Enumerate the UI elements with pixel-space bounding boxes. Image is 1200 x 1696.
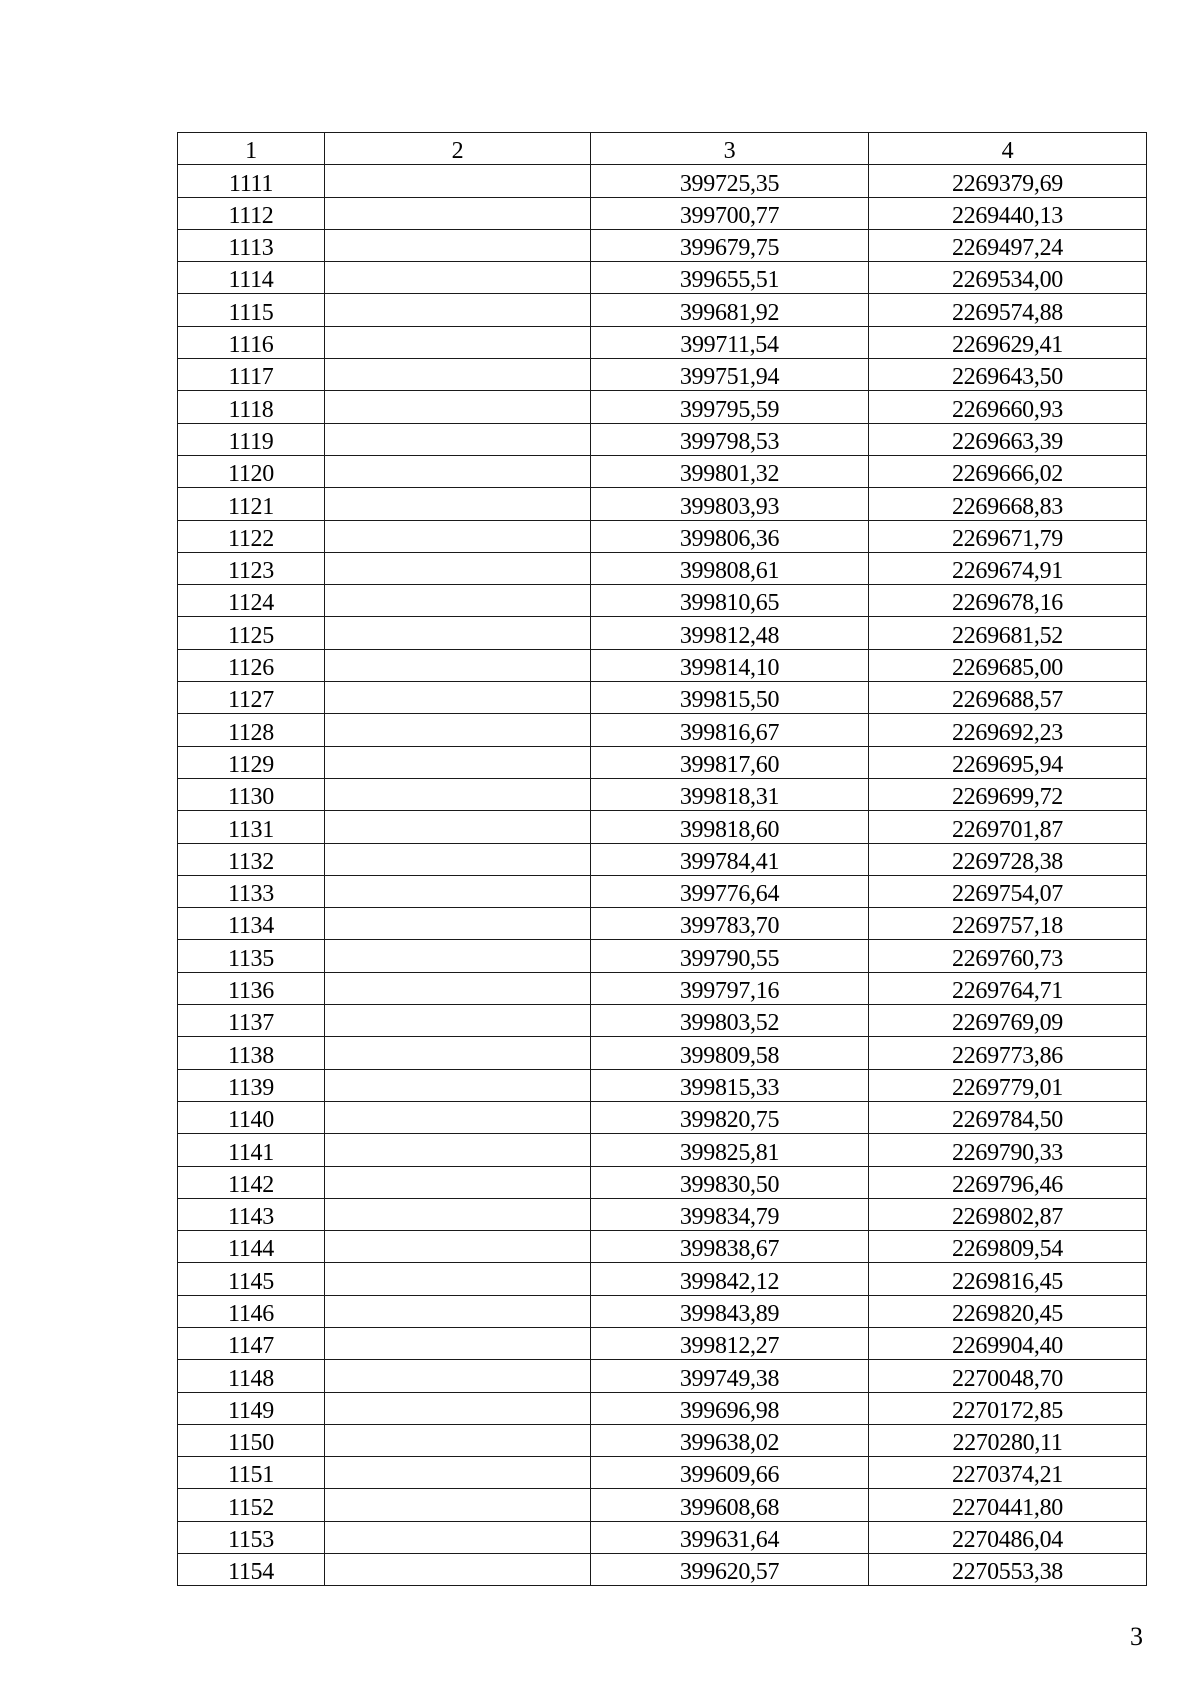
table-row [178, 229, 1147, 261]
description-cell [325, 875, 591, 907]
y-coordinate-cell: 2269728,38 [869, 843, 1147, 875]
table-row [178, 262, 1147, 294]
description-cell [325, 229, 591, 261]
point-number-cell: 1151 [178, 1457, 325, 1489]
table-row [178, 1521, 1147, 1553]
description-cell [325, 359, 591, 391]
y-coordinate-cell: 2269699,72 [869, 778, 1147, 810]
point-number-cell: 1115 [178, 294, 325, 326]
table-header [178, 133, 1147, 165]
description-cell [325, 1489, 591, 1521]
y-coordinate-cell: 2269666,02 [869, 455, 1147, 487]
description-cell [325, 552, 591, 584]
x-coordinate-cell: 399795,59 [591, 391, 869, 423]
point-number-cell: 1138 [178, 1037, 325, 1069]
y-coordinate-cell: 2269773,86 [869, 1037, 1147, 1069]
y-coordinate-cell: 2270280,11 [869, 1424, 1147, 1456]
description-cell [325, 197, 591, 229]
column-header-3: 3 [591, 133, 869, 165]
table-row [178, 1360, 1147, 1392]
point-number-cell: 1128 [178, 714, 325, 746]
point-number-cell: 1111 [178, 165, 325, 197]
table-row [178, 488, 1147, 520]
x-coordinate-cell: 399806,36 [591, 520, 869, 552]
point-number-cell: 1152 [178, 1489, 325, 1521]
table-row [178, 682, 1147, 714]
point-number-cell: 1135 [178, 940, 325, 972]
y-coordinate-cell: 2269497,24 [869, 229, 1147, 261]
table-row [178, 617, 1147, 649]
y-coordinate-cell: 2269681,52 [869, 617, 1147, 649]
x-coordinate-cell: 399620,57 [591, 1554, 869, 1586]
x-coordinate-cell: 399838,67 [591, 1231, 869, 1263]
y-coordinate-cell: 2269784,50 [869, 1101, 1147, 1133]
point-number-cell: 1149 [178, 1392, 325, 1424]
header-row [178, 133, 1147, 165]
x-coordinate-cell: 399655,51 [591, 262, 869, 294]
point-number-cell: 1114 [178, 262, 325, 294]
description-cell [325, 1069, 591, 1101]
point-number-cell: 1132 [178, 843, 325, 875]
x-coordinate-cell: 399843,89 [591, 1295, 869, 1327]
y-coordinate-cell: 2269440,13 [869, 197, 1147, 229]
column-header-1: 1 [178, 133, 325, 165]
x-coordinate-cell: 399801,32 [591, 455, 869, 487]
description-cell [325, 746, 591, 778]
table-row [178, 1198, 1147, 1230]
table-row [178, 1554, 1147, 1586]
y-coordinate-cell: 2269790,33 [869, 1134, 1147, 1166]
y-coordinate-cell: 2269678,16 [869, 585, 1147, 617]
y-coordinate-cell: 2269816,45 [869, 1263, 1147, 1295]
point-number-cell: 1148 [178, 1360, 325, 1392]
point-number-cell: 1117 [178, 359, 325, 391]
table-row [178, 294, 1147, 326]
description-cell [325, 714, 591, 746]
y-coordinate-cell: 2269701,87 [869, 811, 1147, 843]
table-row [178, 455, 1147, 487]
description-cell [325, 1166, 591, 1198]
table-row [178, 165, 1147, 197]
point-number-cell: 1146 [178, 1295, 325, 1327]
description-cell [325, 1424, 591, 1456]
table-row [178, 585, 1147, 617]
table-body [178, 165, 1147, 1586]
x-coordinate-cell: 399809,58 [591, 1037, 869, 1069]
description-cell [325, 326, 591, 358]
x-coordinate-cell: 399812,48 [591, 617, 869, 649]
x-coordinate-cell: 399784,41 [591, 843, 869, 875]
description-cell [325, 1005, 591, 1037]
x-coordinate-cell: 399842,12 [591, 1263, 869, 1295]
table-row [178, 1327, 1147, 1359]
description-cell [325, 811, 591, 843]
x-coordinate-cell: 399681,92 [591, 294, 869, 326]
table-row [178, 1005, 1147, 1037]
y-coordinate-cell: 2269809,54 [869, 1231, 1147, 1263]
y-coordinate-cell: 2269685,00 [869, 649, 1147, 681]
y-coordinate-cell: 2269796,46 [869, 1166, 1147, 1198]
description-cell [325, 1198, 591, 1230]
y-coordinate-cell: 2269692,23 [869, 714, 1147, 746]
point-number-cell: 1150 [178, 1424, 325, 1456]
description-cell [325, 972, 591, 1004]
description-cell [325, 778, 591, 810]
x-coordinate-cell: 399834,79 [591, 1198, 869, 1230]
description-cell [325, 1554, 591, 1586]
table-row [178, 714, 1147, 746]
point-number-cell: 1122 [178, 520, 325, 552]
point-number-cell: 1140 [178, 1101, 325, 1133]
point-number-cell: 1118 [178, 391, 325, 423]
point-number-cell: 1120 [178, 455, 325, 487]
y-coordinate-cell: 2269764,71 [869, 972, 1147, 1004]
x-coordinate-cell: 399608,68 [591, 1489, 869, 1521]
x-coordinate-cell: 399810,65 [591, 585, 869, 617]
x-coordinate-cell: 399812,27 [591, 1327, 869, 1359]
x-coordinate-cell: 399797,16 [591, 972, 869, 1004]
y-coordinate-cell: 2270553,38 [869, 1554, 1147, 1586]
description-cell [325, 908, 591, 940]
description-cell [325, 1231, 591, 1263]
point-number-cell: 1123 [178, 552, 325, 584]
point-number-cell: 1144 [178, 1231, 325, 1263]
table-row [178, 1037, 1147, 1069]
y-coordinate-cell: 2269757,18 [869, 908, 1147, 940]
table-row [178, 1101, 1147, 1133]
description-cell [325, 940, 591, 972]
description-cell [325, 520, 591, 552]
y-coordinate-cell: 2269769,09 [869, 1005, 1147, 1037]
table-row [178, 746, 1147, 778]
point-number-cell: 1141 [178, 1134, 325, 1166]
y-coordinate-cell: 2269379,69 [869, 165, 1147, 197]
point-number-cell: 1153 [178, 1521, 325, 1553]
description-cell [325, 1295, 591, 1327]
table-row [178, 391, 1147, 423]
table-row [178, 908, 1147, 940]
point-number-cell: 1142 [178, 1166, 325, 1198]
point-number-cell: 1136 [178, 972, 325, 1004]
y-coordinate-cell: 2269754,07 [869, 875, 1147, 907]
point-number-cell: 1147 [178, 1327, 325, 1359]
description-cell [325, 1457, 591, 1489]
column-header-4: 4 [869, 133, 1147, 165]
x-coordinate-cell: 399679,75 [591, 229, 869, 261]
y-coordinate-cell: 2269534,00 [869, 262, 1147, 294]
table-row [178, 843, 1147, 875]
x-coordinate-cell: 399776,64 [591, 875, 869, 907]
point-number-cell: 1121 [178, 488, 325, 520]
x-coordinate-cell: 399711,54 [591, 326, 869, 358]
y-coordinate-cell: 2270172,85 [869, 1392, 1147, 1424]
table-row [178, 197, 1147, 229]
point-number-cell: 1130 [178, 778, 325, 810]
table-row [178, 1489, 1147, 1521]
x-coordinate-cell: 399751,94 [591, 359, 869, 391]
x-coordinate-cell: 399815,33 [591, 1069, 869, 1101]
x-coordinate-cell: 399820,75 [591, 1101, 869, 1133]
y-coordinate-cell: 2269802,87 [869, 1198, 1147, 1230]
x-coordinate-cell: 399830,50 [591, 1166, 869, 1198]
x-coordinate-cell: 399638,02 [591, 1424, 869, 1456]
y-coordinate-cell: 2269663,39 [869, 423, 1147, 455]
x-coordinate-cell: 399817,60 [591, 746, 869, 778]
point-number-cell: 1145 [178, 1263, 325, 1295]
y-coordinate-cell: 2269820,45 [869, 1295, 1147, 1327]
description-cell [325, 1263, 591, 1295]
table-row [178, 520, 1147, 552]
x-coordinate-cell: 399783,70 [591, 908, 869, 940]
point-number-cell: 1134 [178, 908, 325, 940]
table-row [178, 649, 1147, 681]
x-coordinate-cell: 399803,52 [591, 1005, 869, 1037]
point-number-cell: 1116 [178, 326, 325, 358]
x-coordinate-cell: 399814,10 [591, 649, 869, 681]
x-coordinate-cell: 399631,64 [591, 1521, 869, 1553]
y-coordinate-cell: 2269629,41 [869, 326, 1147, 358]
point-number-cell: 1131 [178, 811, 325, 843]
table-row [178, 1134, 1147, 1166]
x-coordinate-cell: 399818,31 [591, 778, 869, 810]
point-number-cell: 1139 [178, 1069, 325, 1101]
description-cell [325, 165, 591, 197]
y-coordinate-cell: 2269574,88 [869, 294, 1147, 326]
description-cell [325, 1037, 591, 1069]
x-coordinate-cell: 399825,81 [591, 1134, 869, 1166]
page-number: 3 [1130, 1622, 1143, 1651]
table-row [178, 1263, 1147, 1295]
point-number-cell: 1125 [178, 617, 325, 649]
point-number-cell: 1124 [178, 585, 325, 617]
description-cell [325, 617, 591, 649]
column-header-2: 2 [325, 133, 591, 165]
x-coordinate-cell: 399815,50 [591, 682, 869, 714]
point-number-cell: 1112 [178, 197, 325, 229]
y-coordinate-cell: 2269643,50 [869, 359, 1147, 391]
x-coordinate-cell: 399816,67 [591, 714, 869, 746]
y-coordinate-cell: 2269904,40 [869, 1327, 1147, 1359]
y-coordinate-cell: 2270374,21 [869, 1457, 1147, 1489]
point-number-cell: 1143 [178, 1198, 325, 1230]
x-coordinate-cell: 399700,77 [591, 197, 869, 229]
point-number-cell: 1133 [178, 875, 325, 907]
description-cell [325, 455, 591, 487]
x-coordinate-cell: 399790,55 [591, 940, 869, 972]
table-row [178, 875, 1147, 907]
table-row [178, 1392, 1147, 1424]
point-number-cell: 1137 [178, 1005, 325, 1037]
y-coordinate-cell: 2269668,83 [869, 488, 1147, 520]
table-row [178, 423, 1147, 455]
table-row [178, 359, 1147, 391]
x-coordinate-cell: 399818,60 [591, 811, 869, 843]
description-cell [325, 1360, 591, 1392]
table-row [178, 326, 1147, 358]
table-row [178, 1166, 1147, 1198]
point-number-cell: 1113 [178, 229, 325, 261]
table-row [178, 778, 1147, 810]
description-cell [325, 682, 591, 714]
x-coordinate-cell: 399798,53 [591, 423, 869, 455]
x-coordinate-cell: 399803,93 [591, 488, 869, 520]
y-coordinate-cell: 2269674,91 [869, 552, 1147, 584]
point-number-cell: 1129 [178, 746, 325, 778]
description-cell [325, 1134, 591, 1166]
description-cell [325, 1101, 591, 1133]
description-cell [325, 423, 591, 455]
description-cell [325, 391, 591, 423]
y-coordinate-cell: 2269671,79 [869, 520, 1147, 552]
y-coordinate-cell: 2269779,01 [869, 1069, 1147, 1101]
x-coordinate-cell: 399808,61 [591, 552, 869, 584]
table-row [178, 1295, 1147, 1327]
table-row [178, 1424, 1147, 1456]
coordinates-table [177, 132, 1147, 1586]
description-cell [325, 294, 591, 326]
table-row [178, 940, 1147, 972]
point-number-cell: 1127 [178, 682, 325, 714]
y-coordinate-cell: 2269695,94 [869, 746, 1147, 778]
description-cell [325, 585, 591, 617]
y-coordinate-cell: 2270441,80 [869, 1489, 1147, 1521]
description-cell [325, 262, 591, 294]
y-coordinate-cell: 2270486,04 [869, 1521, 1147, 1553]
x-coordinate-cell: 399609,66 [591, 1457, 869, 1489]
table-row [178, 972, 1147, 1004]
x-coordinate-cell: 399725,35 [591, 165, 869, 197]
table-row [178, 552, 1147, 584]
y-coordinate-cell: 2270048,70 [869, 1360, 1147, 1392]
table-row [178, 811, 1147, 843]
description-cell [325, 488, 591, 520]
y-coordinate-cell: 2269660,93 [869, 391, 1147, 423]
description-cell [325, 1327, 591, 1359]
point-number-cell: 1154 [178, 1554, 325, 1586]
description-cell [325, 1521, 591, 1553]
x-coordinate-cell: 399696,98 [591, 1392, 869, 1424]
y-coordinate-cell: 2269688,57 [869, 682, 1147, 714]
x-coordinate-cell: 399749,38 [591, 1360, 869, 1392]
table-row [178, 1231, 1147, 1263]
table-row [178, 1457, 1147, 1489]
table-row [178, 1069, 1147, 1101]
point-number-cell: 1119 [178, 423, 325, 455]
description-cell [325, 649, 591, 681]
point-number-cell: 1126 [178, 649, 325, 681]
y-coordinate-cell: 2269760,73 [869, 940, 1147, 972]
description-cell [325, 843, 591, 875]
description-cell [325, 1392, 591, 1424]
